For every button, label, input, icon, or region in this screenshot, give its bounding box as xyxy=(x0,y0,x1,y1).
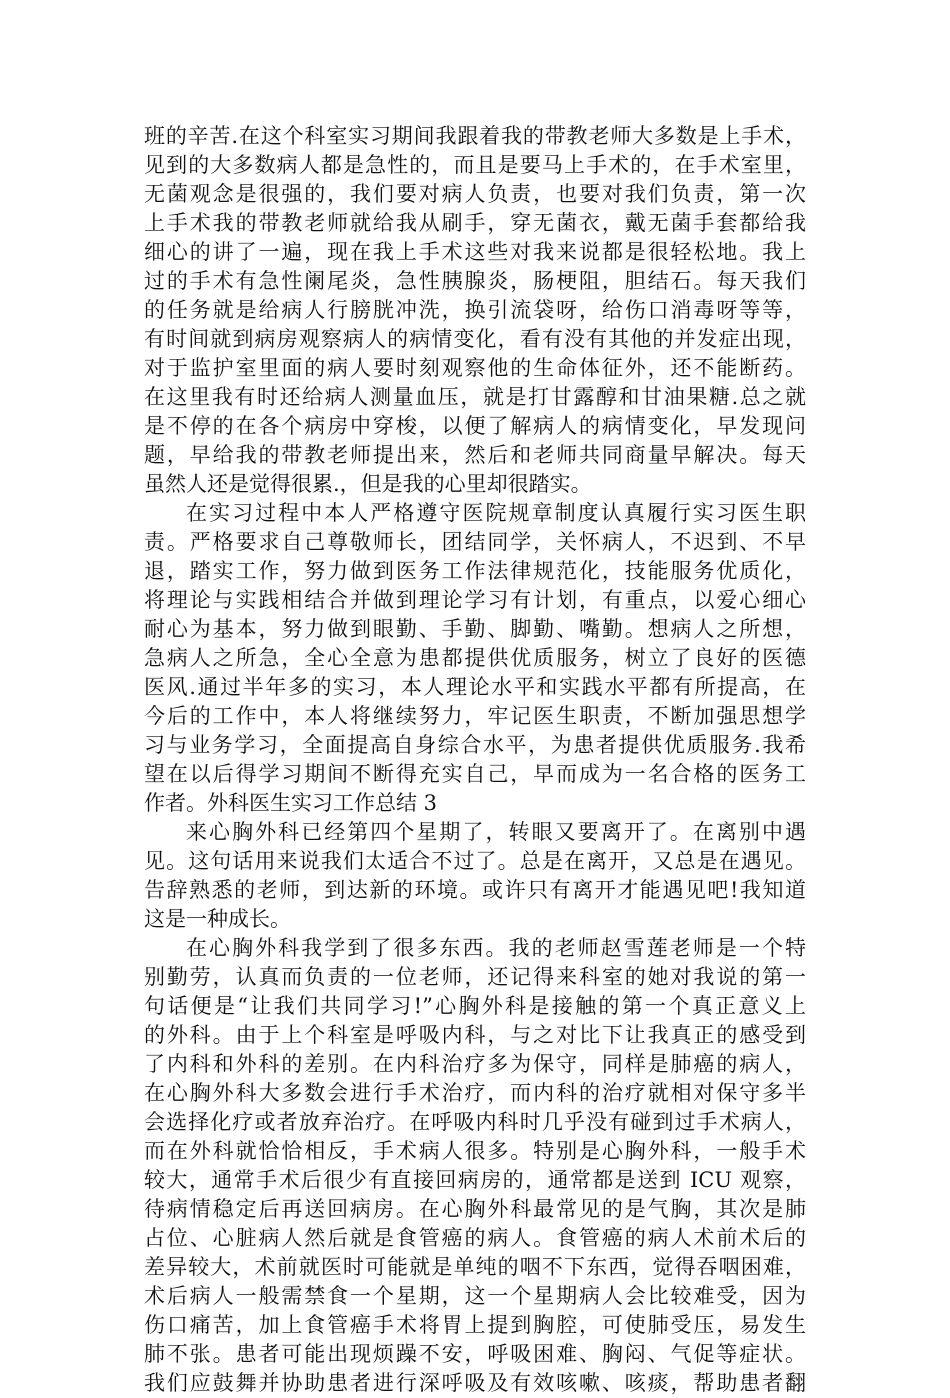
text-line: 这是一种成长。 xyxy=(144,907,291,931)
text-line: 在实习过程中本人严格遵守医院规章制度认真履行实习医生职 xyxy=(186,501,806,525)
text-line: 了内科和外科的差别。在内科治疗多为保守，同样是肺癌的病人， xyxy=(144,1052,806,1076)
text-line: 对于监护室里面的病人要时刻观察他的生命体征外，还不能断药。 xyxy=(144,356,806,380)
text-line: 作者。外科医生实习工作总结 3 xyxy=(144,791,438,815)
text-line: 急病人之所急，全心全意为患都提供优质服务，树立了良好的医德 xyxy=(144,646,806,670)
text-line: 的任务就是给病人行膀胱冲洗，换引流袋呀，给伤口消毒呀等等， xyxy=(144,298,806,322)
text-line: 在心胸外科大多数会进行手术治疗，而内科的治疗就相对保守多半 xyxy=(144,1081,806,1105)
text-line: 将理论与实践相结合并做到理论学习有计划，有重点，以爱心细心 xyxy=(144,588,806,612)
text-line: 伤口痛苦，加上食管癌手术将胃上提到胸腔，可使肺受压，易发生 xyxy=(144,1313,806,1337)
text-line: 待病情稳定后再送回病房。在心胸外科最常见的是气胸，其次是肺 xyxy=(144,1197,806,1221)
text-line: 无菌观念是很强的，我们要对病人负责，也要对我们负责，第一次 xyxy=(144,182,806,206)
text-line: 在心胸外科我学到了很多东西。我的老师赵雪莲老师是一个特 xyxy=(186,936,806,960)
text-line: 会选择化疗或者放弃治疗。在呼吸内科时几乎没有碰到过手术病人， xyxy=(144,1110,806,1134)
text-line: 来心胸外科已经第四个星期了，转眼又要离开了。在离别中遇 xyxy=(186,820,806,844)
text-line: 虽然人还是觉得很累.，但是我的心里却很踏实。 xyxy=(144,472,592,496)
text-line: 耐心为基本，努力做到眼勤、手勤、脚勤、嘴勤。想病人之所想， xyxy=(144,617,806,641)
text-line: 肺不张。患者可能出现烦躁不安，呼吸困难、胸闷、气促等症状。 xyxy=(144,1342,806,1366)
text-line: 句话便是“让我们共同学习!”心胸外科是接触的第一个真正意义上 xyxy=(144,994,806,1018)
text-line: 是不停的在各个病房中穿梭，以便了解病人的病情变化，早发现问 xyxy=(144,414,806,438)
text-line: 班的辛苦.在这个科室实习期间我跟着我的带教老师大多数是上手术， xyxy=(144,124,806,148)
text-line: 细心的讲了一遍，现在我上手术这些对我来说都是很轻松地。我上 xyxy=(144,240,806,264)
text-line: 见到的大多数病人都是急性的，而且是要马上手术的，在手术室里， xyxy=(144,153,806,177)
text-line: 术后病人一般需禁食一个星期，这一个星期病人会比较难受，因为 xyxy=(144,1284,806,1308)
text-line: 而在外科就恰恰相反，手术病人很多。特别是心胸外科，一般手术 xyxy=(144,1139,806,1163)
document-page xyxy=(144,122,806,1398)
text-line: 占位、心脏病人然后就是食管癌的病人。食管癌的病人术前术后的 xyxy=(144,1226,806,1250)
text-line: 退，踏实工作，努力做到医务工作法律规范化，技能服务优质化， xyxy=(144,559,806,583)
text-line: 在这里我有时还给病人测量血压，就是打甘露醇和甘油果糖.总之就 xyxy=(144,385,806,409)
text-line: 差异较大，术前就医时可能就是单纯的咽不下东西，觉得吞咽困难， xyxy=(144,1255,806,1279)
text-line: 过的手术有急性阑尾炎，急性胰腺炎，肠梗阻，胆结石。每天我们 xyxy=(144,269,806,293)
text-line: 医风.通过半年多的实习，本人理论水平和实践水平都有所提高，在 xyxy=(144,675,806,699)
text-line: 今后的工作中，本人将继续努力，牢记医生职责，不断加强思想学 xyxy=(144,704,806,728)
text-line: 望在以后得学习期间不断得充实自己，早而成为一名合格的医务工 xyxy=(144,762,806,786)
text-line: 上手术我的带教老师就给我从刷手，穿无菌衣，戴无菌手套都给我 xyxy=(144,211,806,235)
text-line: 习与业务学习，全面提高自身综合水平，为患者提供优质服务.我希 xyxy=(144,733,806,757)
text-line: 告辞熟悉的老师，到达新的环境。或许只有离开才能遇见吧!我知道 xyxy=(144,878,806,902)
text-line: 的外科。由于上个科室是呼吸内科，与之对比下让我真正的感受到 xyxy=(144,1023,806,1047)
text-line: 见。这句话用来说我们太适合不过了。总是在离开，又总是在遇见。 xyxy=(144,849,806,873)
text-line: 责。严格要求自己尊敬师长，团结同学，关怀病人，不迟到、不早 xyxy=(144,530,806,554)
text-line: 较大，通常手术后很少有直接回病房的，通常都是送到 ICU 观察， xyxy=(144,1168,806,1192)
text-line: 有时间就到病房观察病人的病情变化，看有没有其他的并发症出现， xyxy=(144,327,806,351)
text-line: 别勤劳，认真而负责的一位老师，还记得来科室的她对我说的第一 xyxy=(144,965,806,989)
text-line: 题，早给我的带教老师提出来，然后和老师共同商量早解决。每天 xyxy=(144,443,806,467)
text-line: 我们应鼓舞并协助患者进行深呼吸及有效咳嗽、咳痰，帮助患者翻 xyxy=(144,1371,806,1395)
